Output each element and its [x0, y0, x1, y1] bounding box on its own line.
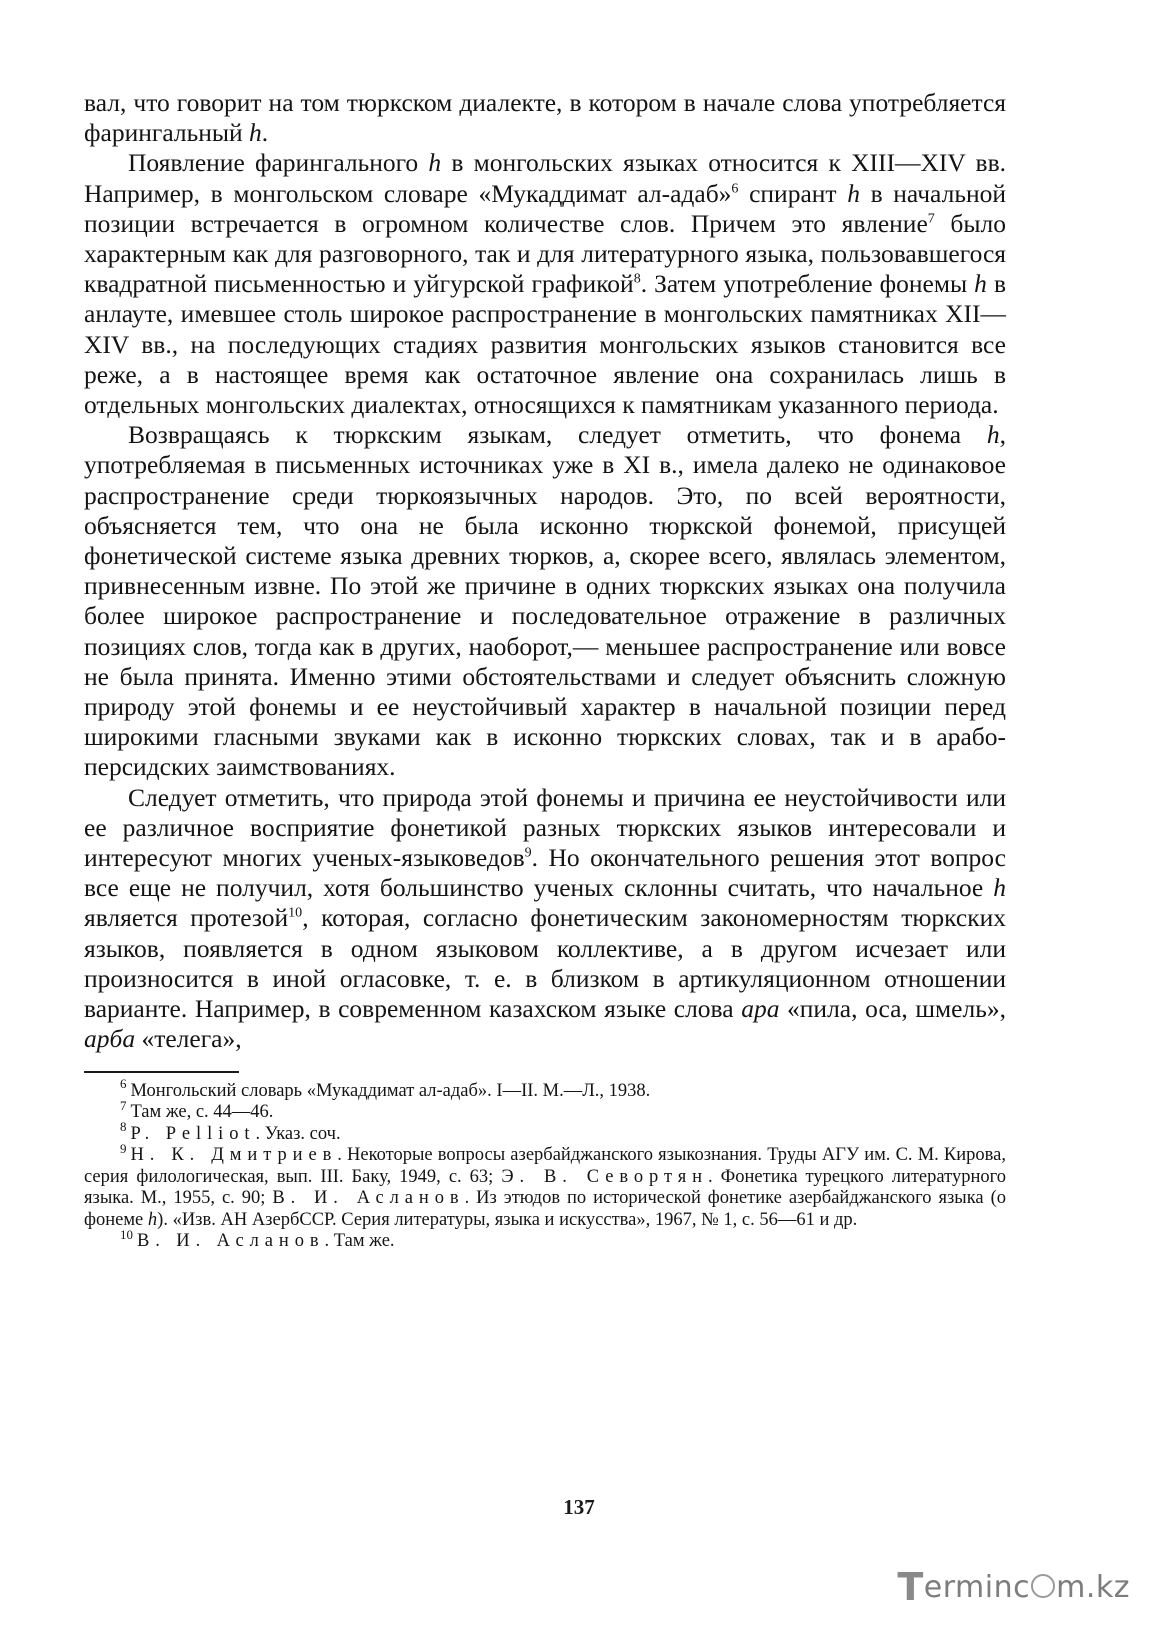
watermark-letter-t: T: [897, 1565, 924, 1609]
text-run: . Указ. соч.: [255, 1123, 341, 1144]
footnote-number: 10: [120, 1226, 133, 1242]
text-run: .: [261, 118, 269, 148]
paragraph: [84, 88, 1006, 148]
italic-text: h: [249, 118, 262, 148]
footnote: [84, 1076, 1006, 1103]
footnote-ref: 8: [633, 271, 641, 287]
text-run: в анлауте, имевшее столь широкое распространение в монгольских памятниках XII—XIV вв., на последующих стадиях развития монгольских языков становится все реже, а в настоящее время как остаточное явление она сохранилась лишь в отдельных монгольских диалектах, относящихся к памятникам указанного периода.: [84, 269, 1006, 420]
page-number: 137: [563, 1495, 595, 1519]
text-run: Появление фарингального: [128, 148, 429, 178]
watermark-text-start: erminc: [923, 1570, 1031, 1605]
footnote-number: 9: [120, 1140, 127, 1156]
text-run: спирант: [738, 178, 848, 208]
text-run: в начальной позиции встречается в огромном количестве слов. Причем это явление: [84, 178, 1006, 238]
text-run: . Затем употребление фонемы: [640, 269, 975, 299]
italic-text: h: [147, 1209, 158, 1230]
spaced-author-name: P. Pelliot: [130, 1123, 256, 1144]
text-run: . Некоторые вопросы азербайджанского языкознания. Труды АГУ им. С. М. Кирова, серия филологическая, вып. III. Баку, 1949, с. 63;: [84, 1145, 1006, 1187]
italic-text: арба: [84, 1024, 136, 1054]
text-run: . Из этюдов по исторической фонетике азербайджанского языка (о фонеме: [84, 1188, 1006, 1230]
footnote-number: 6: [120, 1076, 127, 1092]
spaced-author-name: В. И. Асланов: [136, 1231, 325, 1251]
footnote-number: 7: [120, 1097, 127, 1113]
footnote-ref: 9: [524, 845, 532, 861]
italic-text: h: [847, 178, 860, 208]
text-run: . Фонетика турецкого литературного языка. М., 1955, с. 90;: [84, 1166, 1006, 1208]
text-run: было характерным как для разговорного, так и для литературного языка, пользовавшегося квадратной письменностью и уйгурской графикой: [84, 208, 1007, 299]
spaced-author-name: Э. В. Севортян: [501, 1166, 708, 1187]
paragraph: [84, 420, 1006, 782]
main-text: [84, 88, 1006, 1055]
text-run: Там же, с. 44—46.: [130, 1102, 274, 1122]
text-run: , употребляемая в письменных источниках уже в XI в., имела далеко не одинаковое распространение среди тюркоязычных народов. Это, по всей вероятности, объясняется тем, что она не была исконно тюркской фонемой, присущей фонетической системе языка древних тюрков, а, скорее всего, являлась элементом, привнесенным извне. По этой же причине в одних тюркских языках она получила более широкое распространение и последовательное отражение в различных позициях слов, тогда как в других, наоборот,— меньшее распространение или вовсе не была принята. Именно этими обстоятельствами и следует объяснить сложную природу этой фонемы и ее неустойчивый характер в начальной позиции перед широкими гласными звуками как в исконно тюркских словах, так и в арабо-персидских заимствованиях.: [84, 420, 1006, 782]
paragraph: [84, 148, 1006, 420]
italic-text: ара: [741, 994, 780, 1024]
footnotes: [84, 1076, 1006, 1253]
paragraph: [84, 783, 1006, 1055]
watermark-o-icon: [1031, 1574, 1055, 1598]
text-run: ). «Изв. АН АзербССР. Серия литературы, языка и искусства», 1967, № 1, с. 56—61 и др.: [157, 1209, 858, 1230]
text-run: Возвращаясь к тюркским языкам, следует отметить, что фонема: [128, 420, 987, 450]
text-run: вал, что говорит на том тюркском диалекте, в котором в начале слова употребляется фарингальный: [84, 88, 1006, 148]
text-run: Монгольский словарь «Мукаддимат ал-адаб». I—II. М.—Л., 1938.: [130, 1080, 651, 1101]
text-run: , которая, согласно фонетическим закономерностям тюркских языков, появляется в одном языковом коллективе, а в другом исчезает или произносится в иной огласовке, т. е. в близком в артикуляционном отношении варианте. Например, в современном казахском языке слова: [84, 903, 1006, 1024]
spaced-author-name: Н. К. Дмитриев: [130, 1145, 338, 1165]
text-run: Следует отметить, что природа этой фонемы и причина ее неустойчивости или ее различное восприятие фонетикой разных тюркских языков интересовали и интересуют многих ученых-языковедов: [84, 782, 1006, 873]
text-run: «пила, оса, шмель»,: [779, 994, 1006, 1024]
watermark-text-end: m.kz: [1056, 1570, 1130, 1605]
italic-text: h: [974, 269, 987, 299]
site-watermark: [897, 1565, 1130, 1609]
footnote: [84, 1140, 1006, 1231]
text-run: . Но окончательного решения этот вопрос все еще не получил, хотя большинство ученых склонны считать, что начальное: [84, 843, 1006, 903]
footnote-ref: 10: [288, 905, 303, 921]
footnote-number: 8: [120, 1119, 127, 1135]
footnote-ref: 6: [731, 181, 739, 197]
italic-text: h: [428, 148, 442, 178]
italic-text: h: [986, 420, 1000, 450]
footnote-ref: 7: [927, 211, 935, 227]
spaced-author-name: В. И. Асланов: [272, 1188, 465, 1208]
book-page: [84, 88, 1006, 1253]
text-run: «телега»,: [135, 1024, 242, 1054]
text-run: является протезой: [84, 903, 289, 933]
text-run: в монгольских языках относится к XIII—XIV вв. Например, в монгольском словаре «Мукаддимат ал-адаб»: [84, 148, 1006, 208]
text-run: . Там же.: [324, 1231, 395, 1251]
italic-text: h: [993, 873, 1006, 903]
footnote: [84, 1097, 1006, 1124]
footnote: [84, 1119, 1006, 1146]
footnote-separator: [84, 1071, 239, 1073]
footnote: [84, 1226, 1006, 1253]
